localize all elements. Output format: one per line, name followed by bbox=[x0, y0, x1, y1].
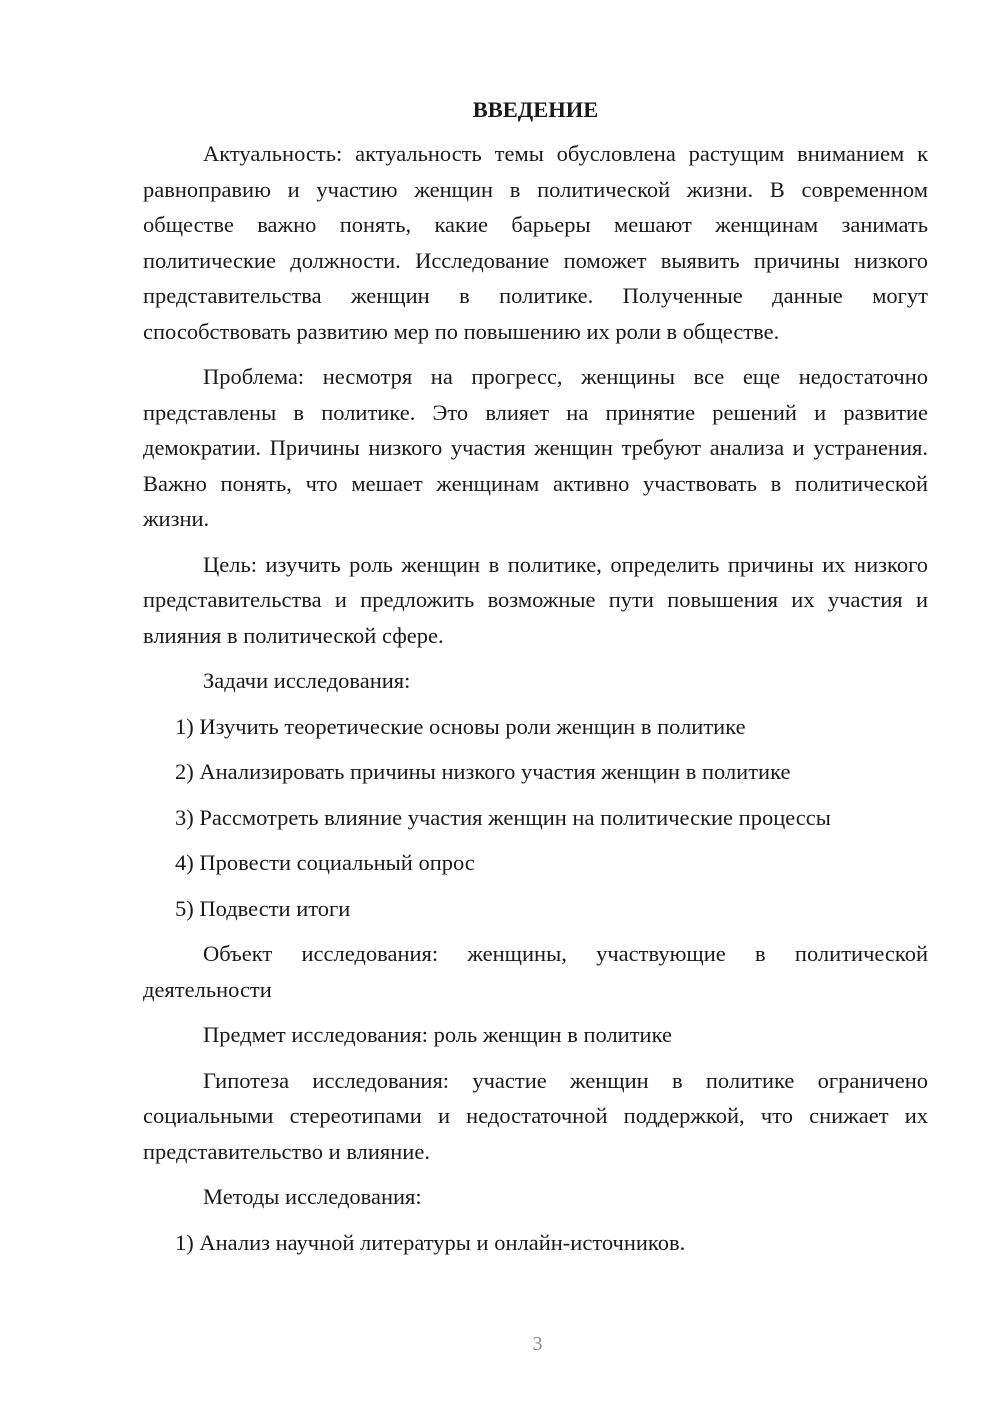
object-paragraph: Объект исследования: женщины, участвующие в политической деятельности bbox=[143, 941, 928, 1002]
page-number: 3 bbox=[532, 1333, 543, 1355]
methods-heading: Методы исследования: bbox=[203, 1184, 422, 1209]
subject-paragraph: Предмет исследования: роль женщин в политике bbox=[203, 1022, 672, 1047]
page-content bbox=[143, 94, 928, 1270]
problem-paragraph: Проблема: несмотря на прогресс, женщины все еще недостаточно представлены в политике. Это влияет на принятие решений и развитие демократии. Причины низкого участия женщин требуют анализа и устранения. Важно понять, что мешает женщинам активно участвовать в политической жизни. bbox=[143, 364, 928, 531]
relevance-paragraph: Актуальность: актуальность темы обусловлена растущим вниманием к равноправию и участию женщин в политической жизни. В современном обществе важно понять, какие барьеры мешают женщинам занимать политические должности. Исследование поможет выявить причины низкого представительства женщин в политике. Полученные данные могут способствовать развитию мер по повышению их роли в обществе. bbox=[143, 141, 928, 344]
tasks-heading: Задачи исследования: bbox=[203, 668, 411, 693]
task-item-5: 5) Подвести итоги bbox=[175, 895, 351, 921]
task-item-3: 3) Рассмотреть влияние участия женщин на политические процессы bbox=[175, 804, 831, 830]
section-title: ВВЕДЕНИЕ bbox=[472, 97, 599, 122]
method-item-1: 1) Анализ научной литературы и онлайн-источников. bbox=[175, 1229, 686, 1255]
task-item-1: 1) Изучить теоретические основы роли женщин в политике bbox=[175, 713, 746, 739]
task-item-2: 2) Анализировать причины низкого участия женщин в политике bbox=[175, 759, 791, 784]
task-item-4: 4) Провести социальный опрос bbox=[175, 850, 475, 875]
hypothesis-paragraph: Гипотеза исследования: участие женщин в политике ограничено социальными стереотипами и недостаточной поддержкой, что снижает их представительство и влияние. bbox=[143, 1067, 928, 1164]
goal-paragraph: Цель: изучить роль женщин в политике, определить причины их низкого представительства и предложить возможные пути повышения их участия и влияния в политической сфере. bbox=[143, 551, 928, 648]
